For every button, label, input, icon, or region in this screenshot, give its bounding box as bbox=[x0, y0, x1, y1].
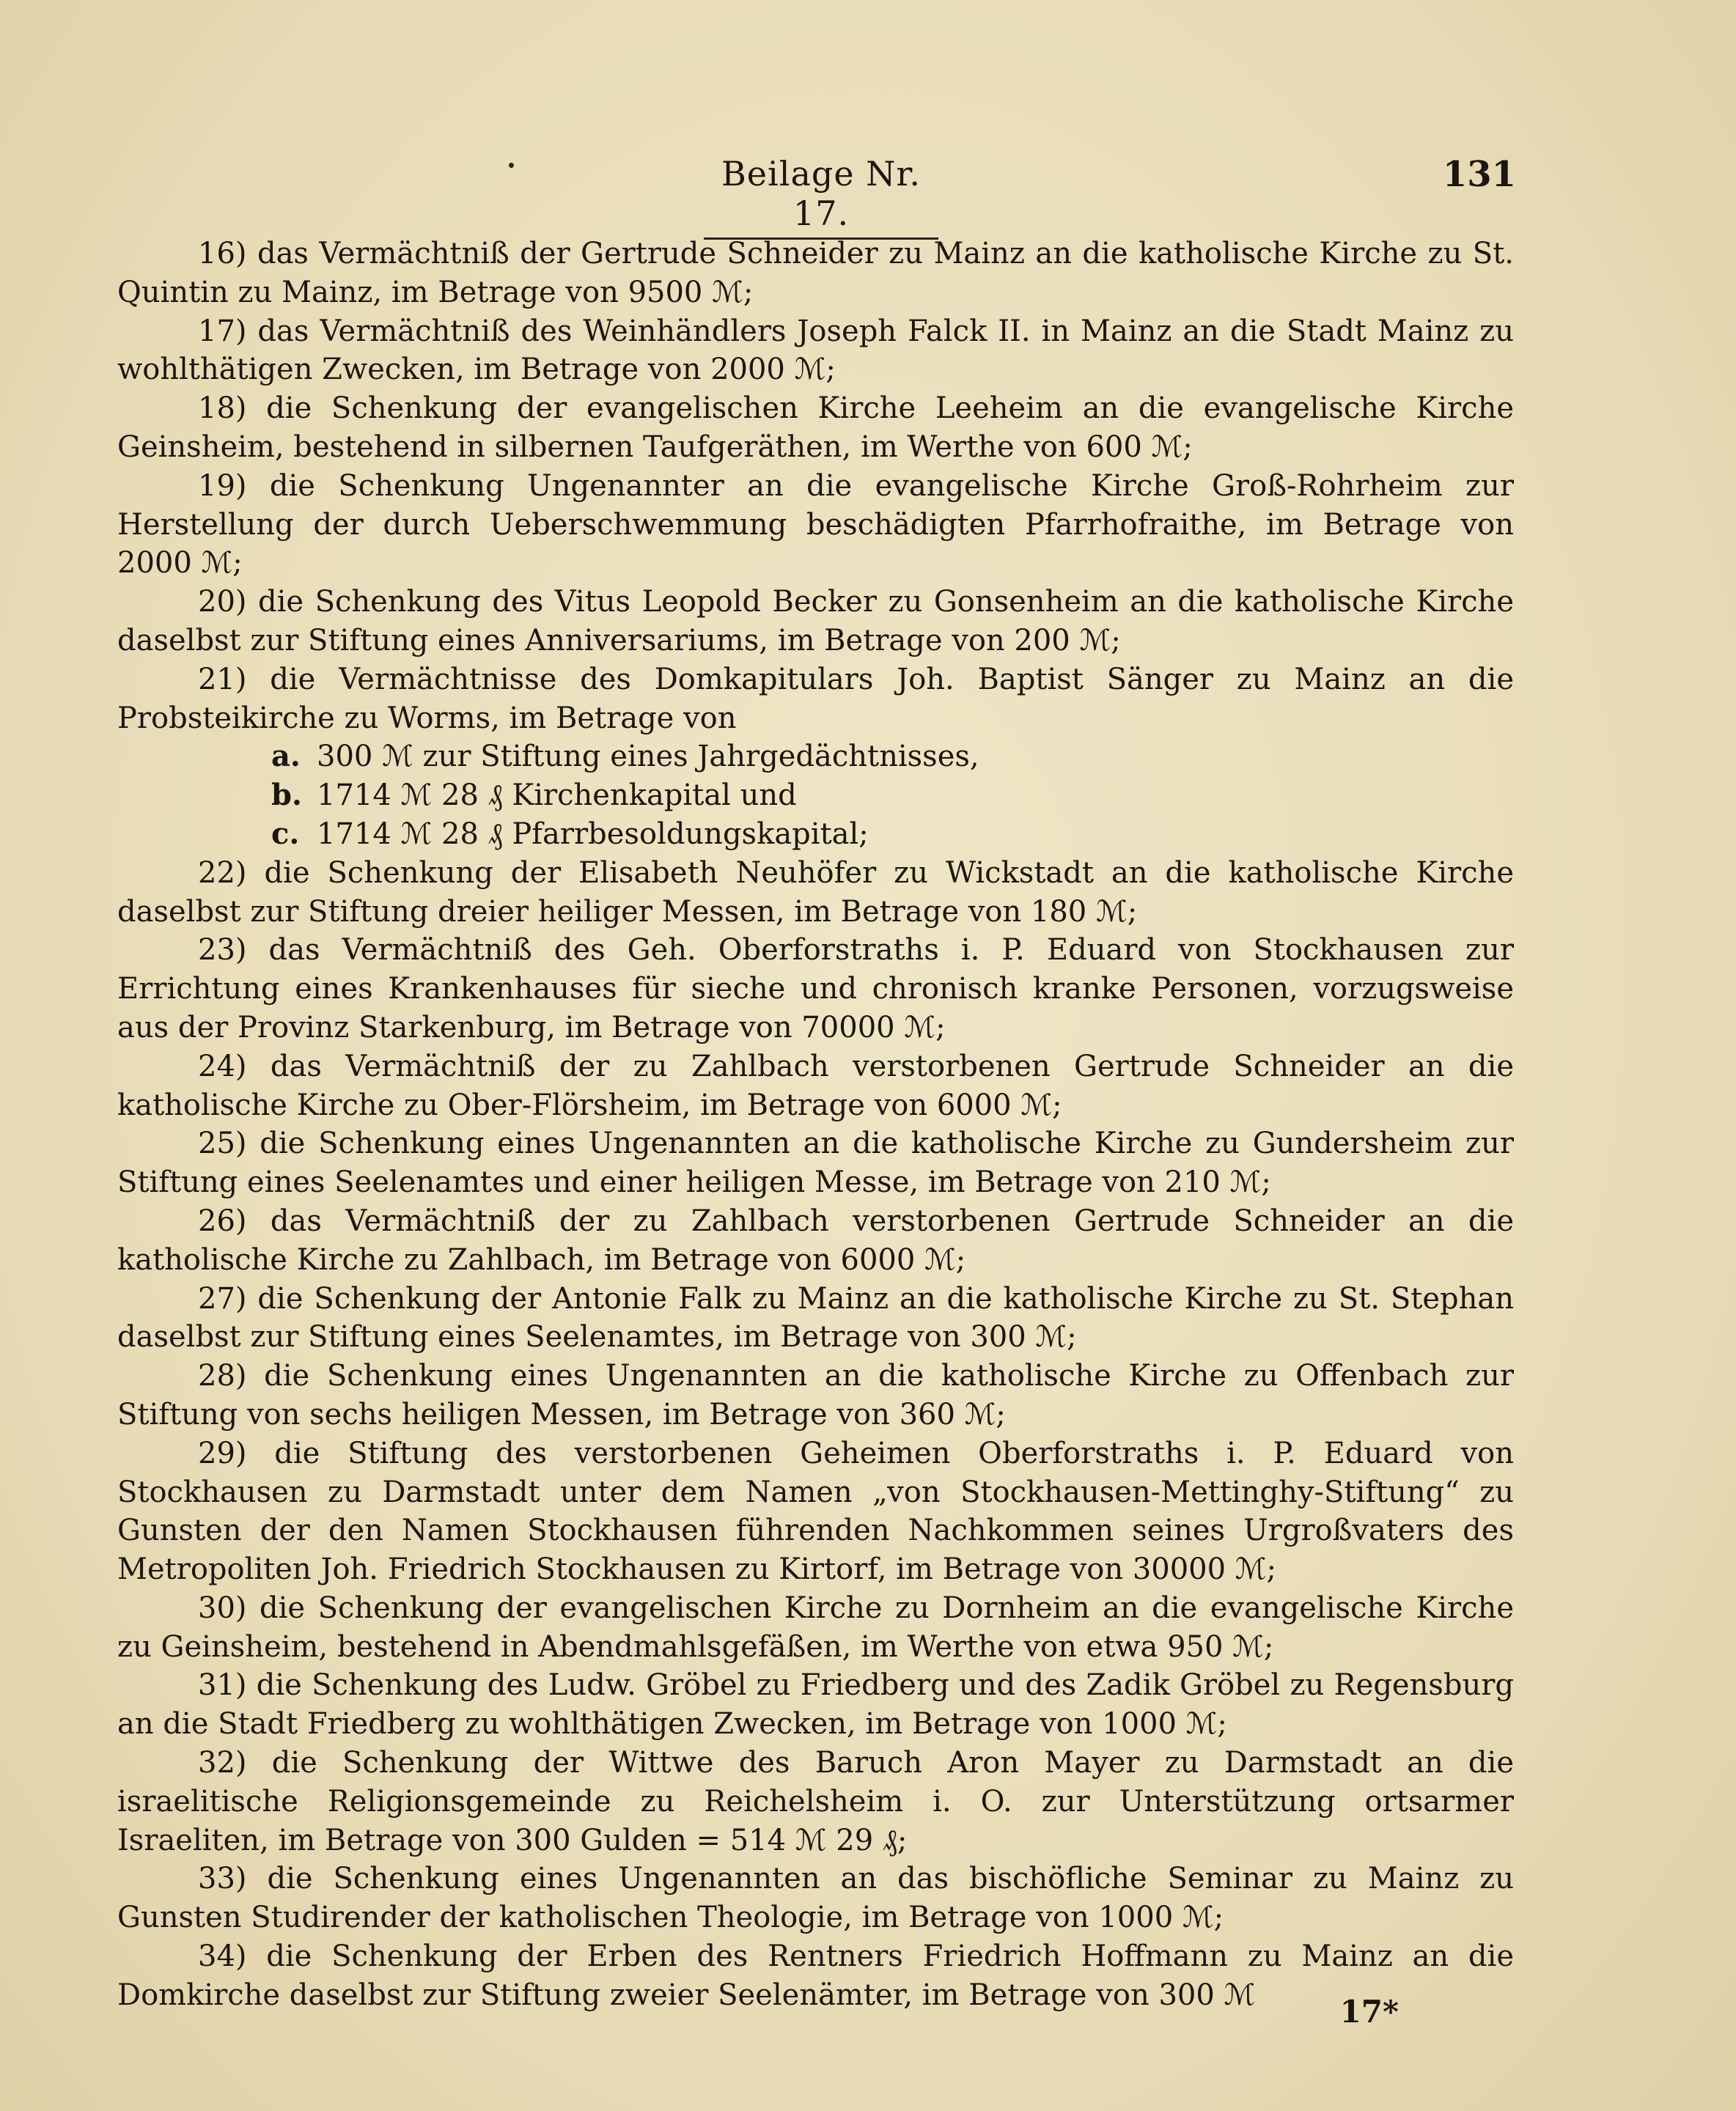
entry-20: 20) die Schenkung des Vitus Leopold Becker zu Gonsenheim an die katholische Kirche daselbst zur Stiftung eines Anniversariums, im Betrage von 200 ℳ; bbox=[117, 585, 1514, 657]
subitem-text: 300 ℳ zur Stiftung eines Jahrgedächtnisses, bbox=[317, 740, 979, 774]
entry-17: 17) das Vermächtniß des Weinhändlers Joseph Falck II. in Mainz an die Stadt Mainz zu wohlthätigen Zwecken, im Betrage von 2000 ℳ; bbox=[117, 314, 1514, 387]
subitem-b bbox=[117, 776, 1514, 815]
page-number: 131 bbox=[1442, 154, 1516, 195]
page-title: Beilage Nr. 17. bbox=[704, 154, 938, 240]
entry-22: 22) die Schenkung der Elisabeth Neuhöfer zu Wickstadt an die katholische Kirche daselbst zur Stiftung dreier heiliger Messen, im Betrage von 180 ℳ; bbox=[117, 855, 1514, 929]
entry-32: 32) die Schenkung der Wittwe des Baruch Aron Mayer zu Darmstadt an die israelitische Religionsgemeinde zu Reichelsheim i. O. zur Unterstützung ortsarmer Israeliten, im Betrage von 300 Gulden = 514 ℳ 29 ₰; bbox=[117, 1746, 1514, 1857]
entry-28: 28) die Schenkung eines Ungenannten an die katholische Kirche zu Offenbach zur Stiftung von sechs heiligen Messen, im Betrage von 360 ℳ; bbox=[117, 1359, 1514, 1432]
entry-29: 29) die Stiftung des verstorbenen Geheimen Oberforstraths i. P. Eduard von Stockhausen zu Darmstadt unter dem Namen „von Stockhausen-Mettinghy-Stiftung“ zu Gunsten der den Namen Stockhausen führenden Nachkommen seines Urgroßvaters des Metropoliten Joh. Friedrich Stockhausen zu Kirtorf, im Betrage von 30000 ℳ; bbox=[117, 1436, 1514, 1587]
entry-21: 21) die Vermächtnisse des Domkapitulars Joh. Baptist Sänger zu Mainz an die Probsteikirche zu Worms, im Betrage von bbox=[117, 662, 1514, 735]
sheet-signature: 17* bbox=[1339, 1994, 1399, 2030]
subitem-label: c. bbox=[271, 816, 300, 851]
entry-23: 23) das Vermächtniß des Geh. Oberforstraths i. P. Eduard von Stockhausen zur Errichtung eines Krankenhauses für sieche und chronisch kranke Personen, vorzugsweise aus der Provinz Starkenburg, im Betrage von 70000 ℳ; bbox=[117, 933, 1514, 1045]
entry-27: 27) die Schenkung der Antonie Falk zu Mainz an die katholische Kirche zu St. Stephan daselbst zur Stiftung eines Seelenamtes, im Betrage von 300 ℳ; bbox=[117, 1281, 1514, 1355]
entry-31: 31) die Schenkung des Ludw. Gröbel zu Friedberg und des Zadik Gröbel zu Regensburg an die Stadt Friedberg zu wohlthätigen Zwecken, im Betrage von 1000 ℳ; bbox=[117, 1668, 1514, 1742]
entry-24: 24) das Vermächtniß der zu Zahlbach verstorbenen Gertrude Schneider an die katholische Kirche zu Ober-Flörsheim, im Betrage von 6000 ℳ; bbox=[117, 1049, 1514, 1122]
entry-25: 25) die Schenkung eines Ungenannten an die katholische Kirche zu Gundersheim zur Stiftung eines Seelenamtes und einer heiligen Messe, im Betrage von 210 ℳ; bbox=[117, 1127, 1514, 1200]
subitem-c bbox=[117, 815, 1514, 854]
subitem-text: 1714 ℳ 28 ₰ Pfarrbesoldungskapital; bbox=[317, 817, 869, 851]
entry-19: 19) die Schenkung Ungenannter an die evangelische Kirche Groß-Rohrheim zur Herstellung der durch Ueberschwemmung beschädigten Pfarrhofraithe, im Betrage von 2000 ℳ; bbox=[117, 468, 1514, 581]
entry-26: 26) das Vermächtniß der zu Zahlbach verstorbenen Gertrude Schneider an die katholische Kirche zu Zahlbach, im Betrage von 6000 ℳ; bbox=[117, 1204, 1514, 1277]
entry-33: 33) die Schenkung eines Ungenannten an das bischöfliche Seminar zu Mainz zu Gunsten Studirender der katholischen Theologie, im Betrage von 1000 ℳ; bbox=[117, 1862, 1514, 1935]
entry-18: 18) die Schenkung der evangelischen Kirche Leeheim an die evangelische Kirche Geinsheim, bestehend in silbernen Taufgeräthen, im Werthe von 600 ℳ; bbox=[117, 391, 1514, 464]
document-body bbox=[117, 235, 1514, 2015]
subitem-label: b. bbox=[271, 778, 302, 813]
entry-34: 34) die Schenkung der Erben des Rentners Friedrich Hoffmann zu Mainz an die Domkirche daselbst zur Stiftung zweier Seelenämter, im Betrage von 300 ℳ bbox=[117, 1939, 1514, 2012]
entry-30: 30) die Schenkung der evangelischen Kirche zu Dornheim an die evangelische Kirche zu Geinsheim, bestehend in Abendmahlsgefäßen, im Werthe von etwa 950 ℳ; bbox=[117, 1591, 1514, 1664]
entry-16: 16) das Vermächtniß der Gertrude Schneider zu Mainz an die katholische Kirche zu St. Quintin zu Mainz, im Betrage von 9500 ℳ; bbox=[117, 237, 1514, 309]
subitem-text: 1714 ℳ 28 ₰ Kirchenkapital und bbox=[317, 778, 797, 813]
subitem-a bbox=[117, 737, 1514, 776]
subitem-label: a. bbox=[271, 739, 301, 774]
page-header bbox=[0, 154, 1736, 233]
